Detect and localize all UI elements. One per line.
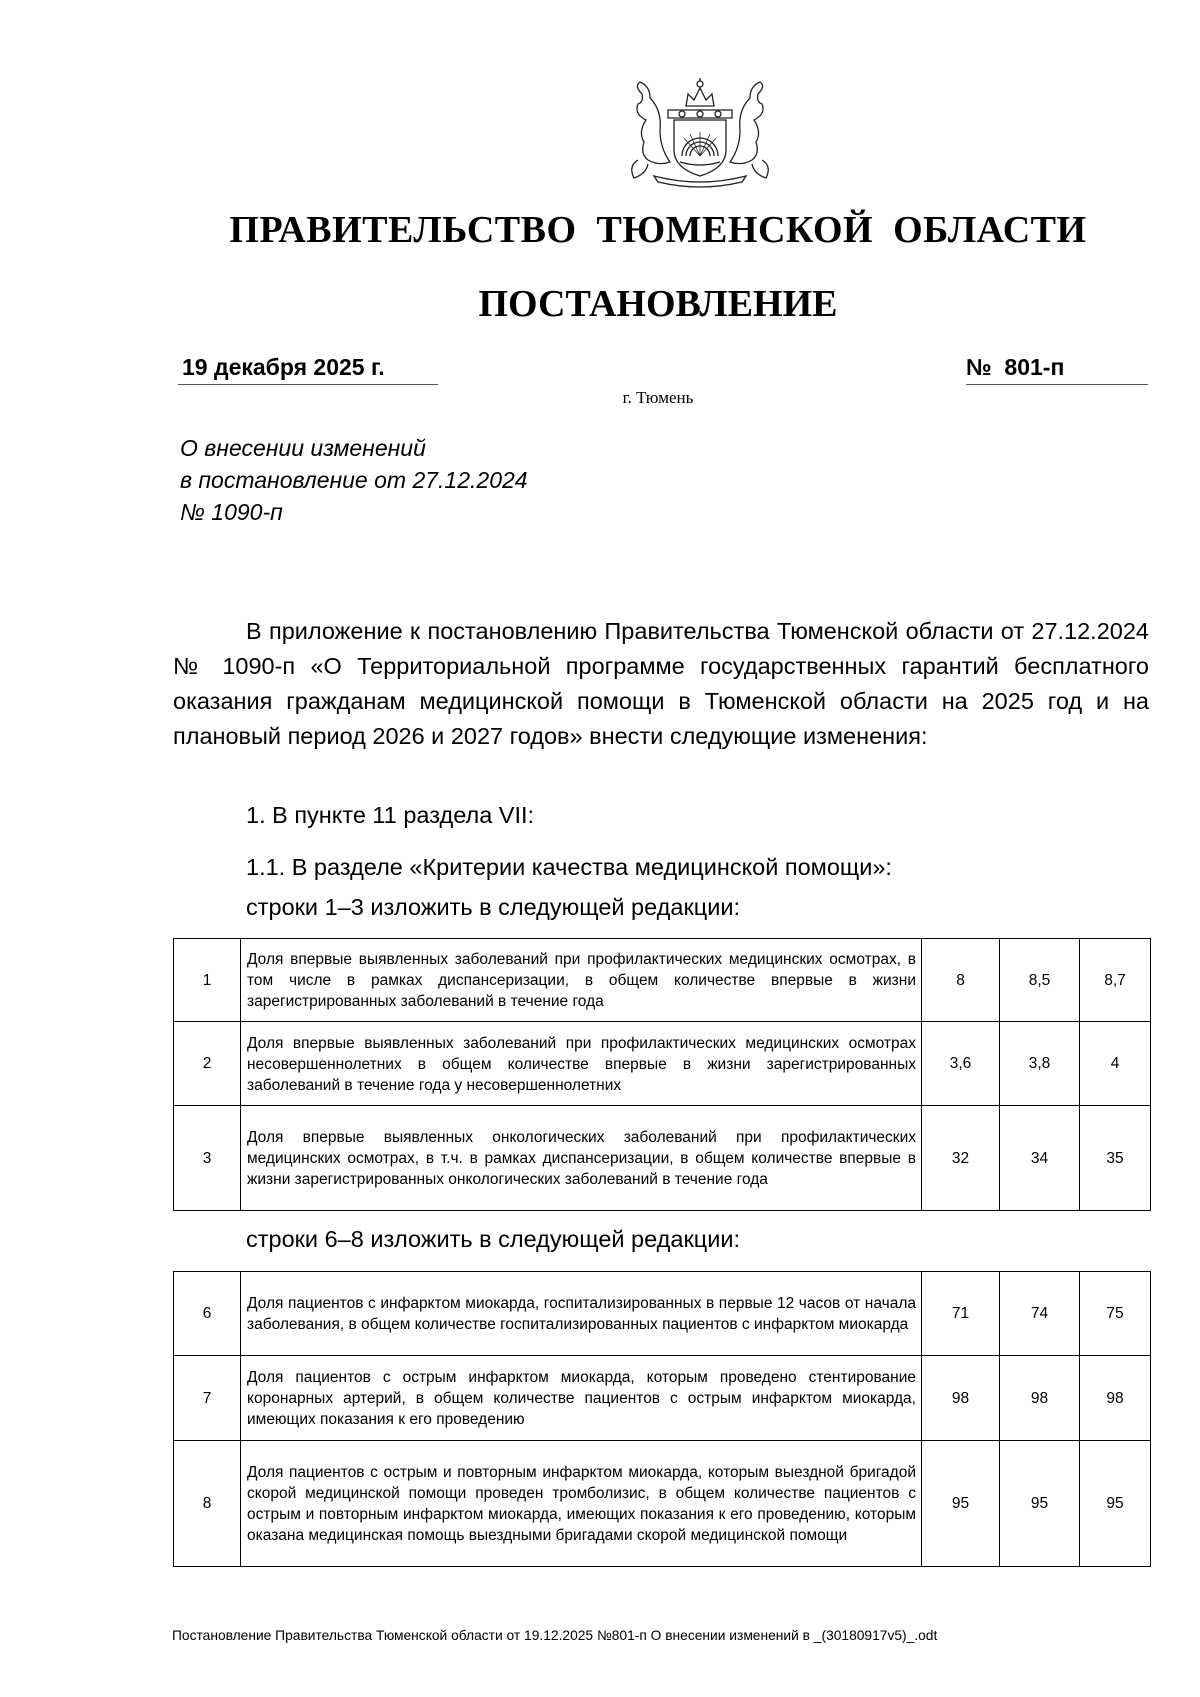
table-row <box>174 1441 1151 1567</box>
criteria-table-rows-6-8 <box>173 1271 1151 1567</box>
table-row <box>174 1022 1151 1106</box>
value-2025: 95 <box>922 1441 1000 1567</box>
table-row <box>174 1106 1151 1211</box>
value-2027: 35 <box>1080 1106 1151 1211</box>
coat-of-arms-icon <box>624 76 776 188</box>
value-2027: 98 <box>1080 1356 1151 1441</box>
table-row <box>174 1356 1151 1441</box>
criterion-text: Доля пациентов с инфарктом миокарда, госпитализированных в первые 12 часов от начала заболевания, в общем количестве госпитализированных пациентов с инфарктом миокарда <box>241 1272 922 1356</box>
criterion-text: Доля впервые выявленных заболеваний при профилактических медицинских осмотрах несовершеннолетних в общем количестве впервые в жизни зарегистрированных заболеваний в течение года у несовершеннолетних <box>241 1022 922 1106</box>
row-number: 1 <box>174 939 241 1022</box>
row-number: 6 <box>174 1272 241 1356</box>
document-date: 19 декабря 2025 г. <box>178 354 438 385</box>
value-2027: 95 <box>1080 1441 1151 1567</box>
item-1: 1. В пункте 11 раздела VII: <box>246 802 535 828</box>
criteria-table-rows-1-3 <box>173 938 1151 1211</box>
value-2025: 98 <box>922 1356 1000 1441</box>
city: г. Тюмень <box>622 388 694 407</box>
number-sign: № <box>966 354 992 380</box>
value-2026: 74 <box>1000 1272 1080 1356</box>
body-text <box>173 614 1149 754</box>
value-2026: 3,8 <box>1000 1022 1080 1106</box>
value-2025: 8 <box>922 939 1000 1022</box>
row-number: 8 <box>174 1441 241 1567</box>
criterion-text: Доля пациентов с острым и повторным инфарктом миокарда, которым выездной бригадой скорой медицинской помощи проведен тромболизис, в общем количестве пациентов с острым и повторным инфарктом миокарда, имеющих показания к его проведению, которым оказана медицинская помощь выездными бригадами скорой медицинской помощи <box>241 1441 922 1567</box>
document-type: ПОСТАНОВЛЕНИЕ <box>478 283 838 325</box>
value-2025: 3,6 <box>922 1022 1000 1106</box>
document-number: 801-п <box>1004 354 1065 380</box>
value-2027: 4 <box>1080 1022 1151 1106</box>
value-2027: 75 <box>1080 1272 1151 1356</box>
item-1-1: 1.1. В разделе «Критерии качества медицинской помощи»: <box>246 854 892 880</box>
row-number: 2 <box>174 1022 241 1106</box>
subject-line: в постановление от 27.12.2024 <box>180 467 528 493</box>
subject-line: № 1090-п <box>180 499 283 525</box>
table-row <box>174 939 1151 1022</box>
document-subject <box>180 432 528 528</box>
document-number-block <box>966 354 1148 385</box>
value-2026: 8,5 <box>1000 939 1080 1022</box>
value-2025: 71 <box>922 1272 1000 1356</box>
row-number: 3 <box>174 1106 241 1211</box>
value-2026: 98 <box>1000 1356 1080 1441</box>
value-2026: 34 <box>1000 1106 1080 1211</box>
rows-1-3-instruction: строки 1–3 изложить в следующей редакции: <box>246 894 740 920</box>
row-number: 7 <box>174 1356 241 1441</box>
table-row <box>174 1272 1151 1356</box>
intro-paragraph: В приложение к постановлению Правительства Тюменской области от 27.12.2024 № 1090-п «О Территориальной программе государственных гарантий бесплатного оказания гражданам медицинской помощи в Тюменской области на 2025 год и на плановый период 2026 и 2027 годов» внести следующие изменения: <box>173 618 1149 749</box>
value-2027: 8,7 <box>1080 939 1151 1022</box>
value-2025: 32 <box>922 1106 1000 1211</box>
value-2026: 95 <box>1000 1441 1080 1567</box>
organization-title: ПРАВИТЕЛЬСТВО ТЮМЕНСКОЙ ОБЛАСТИ <box>229 209 1087 251</box>
rows-6-8-instruction: строки 6–8 изложить в следующей редакции: <box>246 1226 740 1252</box>
criterion-text: Доля пациентов с острым инфарктом миокарда, которым проведено стентирование коронарных артерий, в общем количестве пациентов с острым инфарктом миокарда, имеющих показания к его проведению <box>241 1356 922 1441</box>
criterion-text: Доля впервые выявленных заболеваний при профилактических медицинских осмотрах, в том числе в рамках диспансеризации, в общем количестве впервые в жизни зарегистрированных заболеваний в течение года <box>241 939 922 1022</box>
subject-line: О внесении изменений <box>180 435 426 461</box>
footer-filename: Постановление Правительства Тюменской области от 19.12.2025 №801-п О внесении изменений в _(30180917v5)_.odt <box>172 1628 938 1643</box>
criterion-text: Доля впервые выявленных онкологических заболеваний при профилактических медицинских осмотрах, в т.ч. в рамках диспансеризации, в общем количестве впервые в жизни зарегистрированных онкологических заболеваний в течение года <box>241 1106 922 1211</box>
